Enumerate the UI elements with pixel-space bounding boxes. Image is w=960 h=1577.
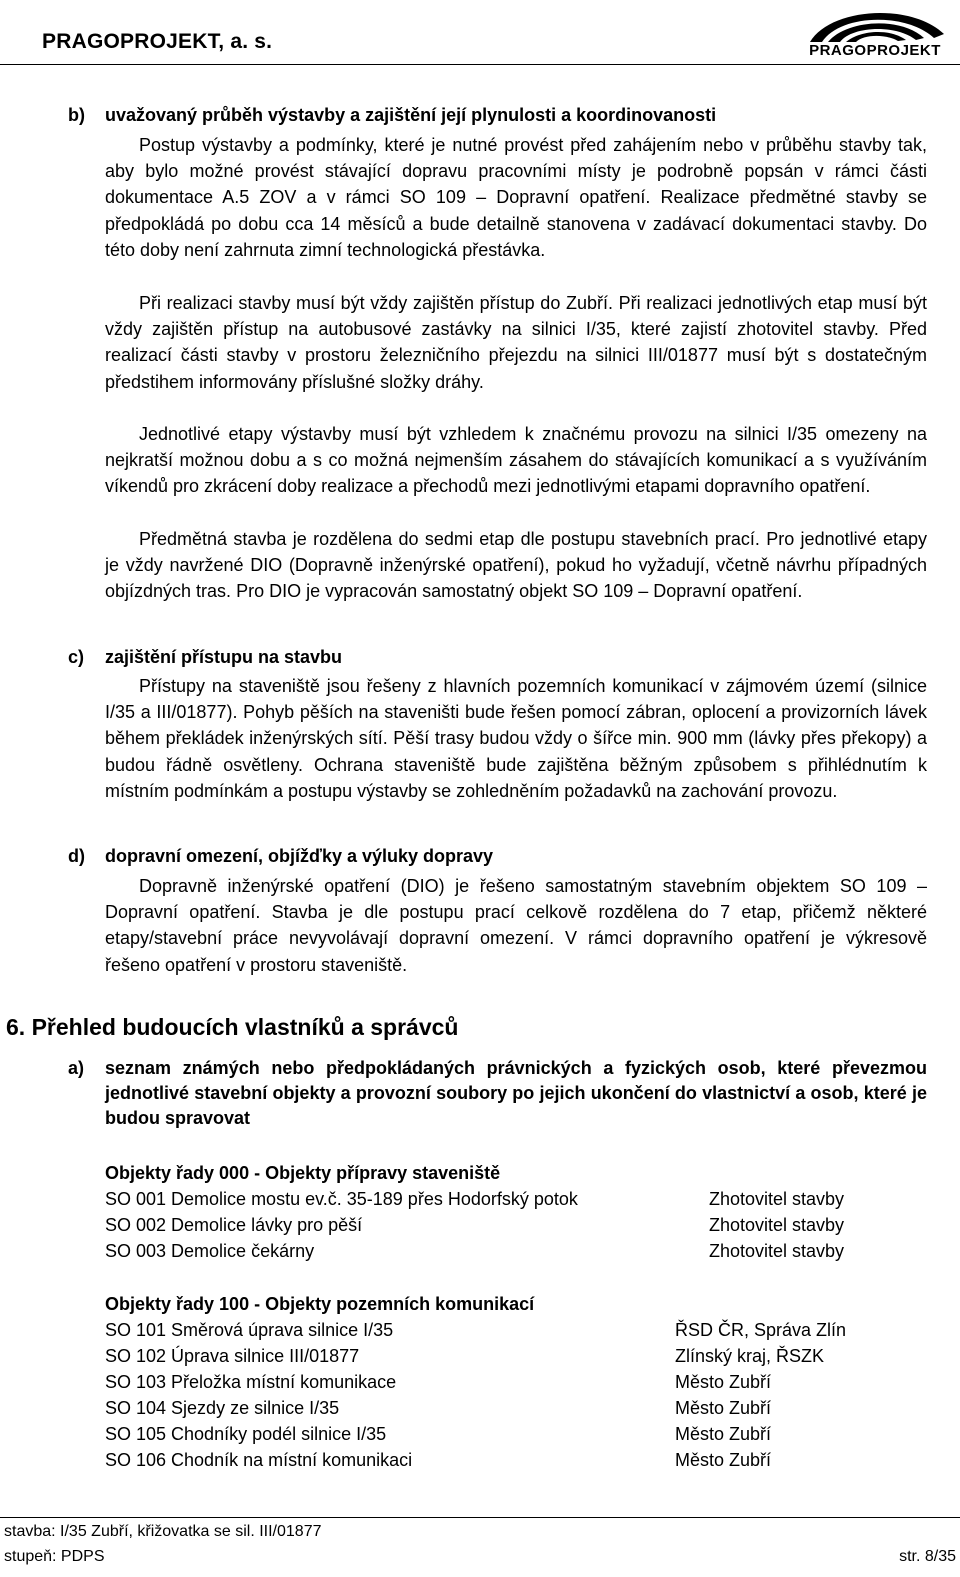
section-6-heading: 6. Přehled budoucích vlastníků a správců — [6, 1014, 459, 1040]
section-d-title: dopravní omezení, objížďky a výluky dopravy — [105, 846, 494, 866]
section-b-paragraph-3: Jednotlivé etapy výstavby musí být vzhledem k značnému provozu na silnici I/35 omezeny na nejkratší možnou dobu a s co možná nejmenším zásahem do stávajících komunikací a s využíváním víkendů pro zkrácení doby realizace a přechodů mezi jednotlivými etapami dopravního opatření. — [105, 424, 927, 497]
list-item — [105, 1424, 945, 1450]
list-item — [105, 1346, 945, 1372]
object-name: SO 002 Demolice lávky pro pěší — [105, 1215, 363, 1235]
section-6a-letter: a) — [68, 1058, 85, 1078]
header-rule — [0, 64, 960, 65]
section-b-paragraph-1: Postup výstavby a podmínky, které je nutné provést před zahájením nebo v průběhu stavby tak, aby bylo možné provést stávající dopravu pracovními místy je podrobně popsán v rámci části dokumentace A.5 ZOV a v rámci SO 109 – Dopravní opatření. Realizace předmětné stavby se předpokládá po dobu cca 14 měsíců a bude detailně stanovena v zadávací dokumentaci stavby. Do této doby není zahrnuta zimní technologická přestávka. — [105, 135, 927, 260]
object-name: SO 105 Chodníky podél silnice I/35 — [105, 1424, 387, 1444]
list-item — [105, 1189, 945, 1215]
object-name: SO 003 Demolice čekárny — [105, 1241, 315, 1261]
footer-rule — [0, 1517, 960, 1518]
group-100-title: Objekty řady 100 - Objekty pozemních komunikací — [105, 1294, 535, 1314]
section-6a-title: seznam známých nebo předpokládaných právnických a fyzických osob, které převezmou jednotlivé stavební objekty a provozní soubory po jejich ukončení do vlastnictví a osob, které je budou spravovat — [105, 1058, 927, 1128]
group-000-title: Objekty řady 000 - Objekty přípravy staveniště — [105, 1163, 501, 1183]
logo-text: PRAGOPROJEKT — [809, 42, 941, 59]
object-name: SO 102 Úprava silnice III/01877 — [105, 1346, 360, 1366]
object-owner: Město Zubří — [675, 1398, 772, 1418]
section-b-title: uvažovaný průběh výstavby a zajištění její plynulosti a koordinovanosti — [105, 105, 717, 125]
company-name: PRAGOPROJEKT, a. s. — [42, 30, 273, 53]
object-owner: Město Zubří — [675, 1372, 772, 1392]
object-owner: Město Zubří — [675, 1424, 772, 1444]
object-owner: ŘSD ČR, Správa Zlín — [675, 1320, 847, 1340]
page-number: str. 8/35 — [899, 1548, 956, 1565]
object-name: SO 001 Demolice mostu ev.č. 35-189 přes Hodorfský potok — [105, 1189, 578, 1209]
company-logo — [800, 4, 950, 66]
object-owner: Zlínský kraj, ŘSZK — [675, 1346, 825, 1366]
object-name: SO 104 Sjezdy ze silnice I/35 — [105, 1398, 340, 1418]
list-item — [105, 1372, 945, 1398]
logo-arches-icon — [800, 4, 950, 44]
object-owner: Město Zubří — [675, 1450, 772, 1470]
list-item — [105, 1241, 945, 1267]
section-c-title: zajištění přístupu na stavbu — [105, 647, 343, 667]
object-owner: Zhotovitel stavby — [709, 1189, 845, 1209]
object-owner: Zhotovitel stavby — [709, 1215, 845, 1235]
list-item — [105, 1398, 945, 1424]
object-owner: Zhotovitel stavby — [709, 1241, 845, 1261]
list-item — [105, 1450, 945, 1476]
footer-stavba: stavba: I/35 Zubří, křižovatka se sil. III/01877 — [4, 1523, 322, 1540]
footer-stupen: stupeň: PDPS — [4, 1548, 105, 1565]
object-name: SO 106 Chodník na místní komunikaci — [105, 1450, 413, 1470]
section-d-letter: d) — [68, 846, 85, 866]
object-name: SO 103 Přeložka místní komunikace — [105, 1372, 397, 1392]
section-c-letter: c) — [68, 647, 85, 667]
section-c-paragraph: Přístupy na staveniště jsou řešeny z hlavních pozemních komunikací v zájmovém území (silnice I/35 a III/01877). Pohyb pěších na staveništi bude řešen pomocí zábran, oplocení a provizorních lávek během překládek inženýrských sítí. Pěší trasy budou vždy o šířce min. 900 mm (lávky přes překopy) a budou řádně osvětleny. Ochrana staveniště bude zajištěna běžným způsobem s přihlédnutím k místním podmínkám a postupu výstavby se zohledněním požadavků na zachování provozu. — [105, 676, 927, 801]
list-item — [105, 1320, 945, 1346]
section-b-paragraph-4: Předmětná stavba je rozdělena do sedmi etap dle postupu stavebních prací. Pro jednotlivé etapy je vždy navržené DIO (Dopravně inženýrské opatření), pokud ho vyžadují, včetně návrhu případných objízdných tras. Pro DIO je vypracován samostatný objekt SO 109 – Dopravní opatření. — [105, 529, 927, 602]
section-b-paragraph-2: Při realizaci stavby musí být vždy zajištěn přístup do Zubří. Při realizaci jednotlivých etap musí být vždy zajištěn přístup na autobusové zastávky na silnici I/35, které zajistí zhotovitel stavby. Před realizací části stavby v prostoru železničního přejezdu na silnici III/01877 musí být s dostatečným předstihem informovány příslušné složky dráhy. — [105, 293, 927, 392]
list-item — [105, 1215, 945, 1241]
section-b-letter: b) — [68, 105, 85, 125]
object-name: SO 101 Směrová úprava silnice I/35 — [105, 1320, 394, 1340]
section-d-paragraph: Dopravně inženýrské opatření (DIO) je řešeno samostatným stavebním objektem SO 109 – Dopravní opatření. Stavba je dle postupu prací celkově rozdělena do 7 etap, přičemž některé etapy/stavební práce nevyvolávají dopravní omezení. V rámci dopravního opatření je výkresově řešeno opatření v prostoru staveniště. — [105, 876, 927, 975]
